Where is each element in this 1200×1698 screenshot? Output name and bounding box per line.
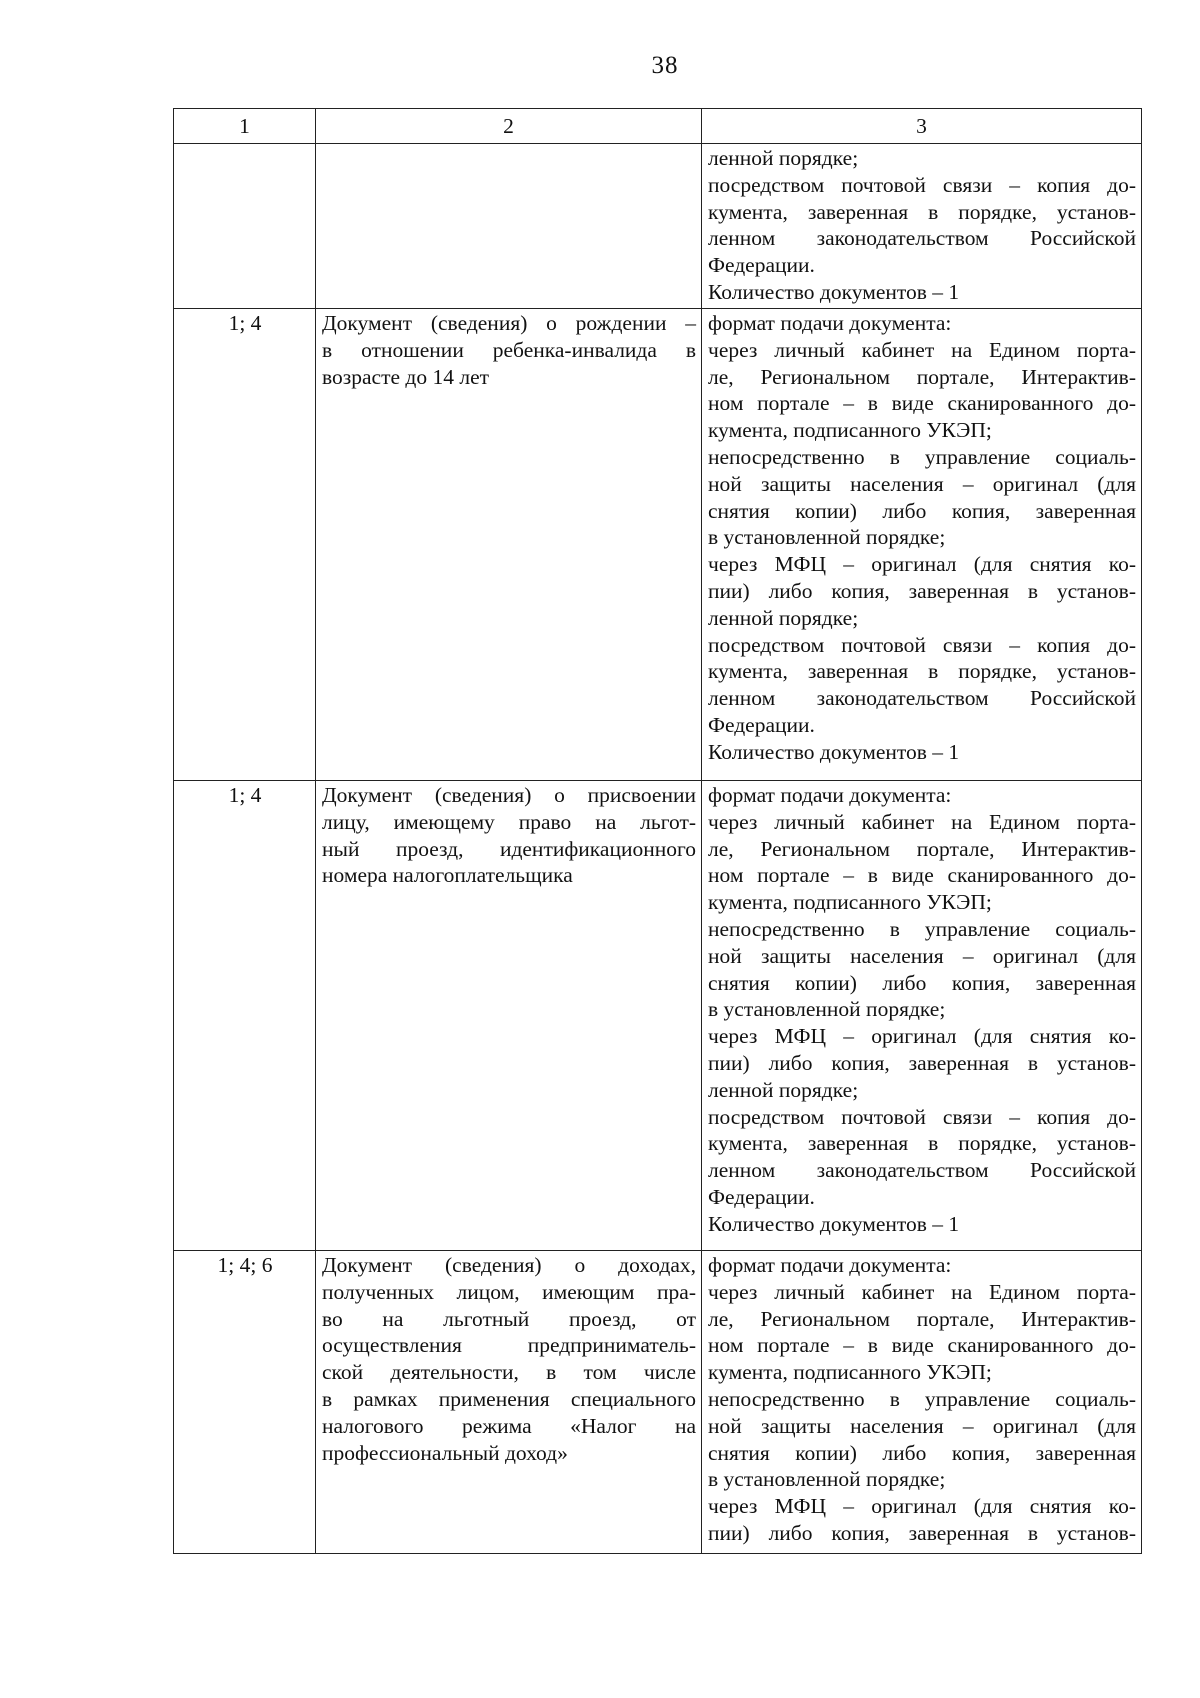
- submission-format-line: Федерации.: [708, 712, 815, 737]
- submission-format-line: формат подачи документа:: [708, 783, 952, 807]
- submission-format-line: ной защиты населения – оригинал (для: [708, 943, 1136, 968]
- document-name-line: во на льготный проезд, от: [322, 1306, 696, 1331]
- submission-format-line: через личный кабинет на Едином порта-: [708, 337, 1136, 362]
- submission-format-line: ленной порядке;: [708, 146, 859, 170]
- document-name-line: полученных лицом, имеющим пра-: [322, 1279, 696, 1304]
- submission-format-line: через МФЦ – оригинал (для снятия ко-: [708, 1024, 1136, 1049]
- submission-format-line: пии) либо копия, заверенная в установ-: [708, 1050, 1136, 1075]
- table-row: [174, 309, 1142, 781]
- cell-reference-number: 1; 4; 6: [174, 1251, 316, 1554]
- submission-format-line: через личный кабинет на Едином порта-: [708, 1279, 1136, 1304]
- submission-format-line: снятия копии) либо копия, заверенная: [708, 970, 1136, 995]
- submission-format-line: кумента, заверенная в порядке, установ-: [708, 659, 1136, 684]
- cell-reference-number: [174, 144, 316, 309]
- submission-format-line: кумента, подписанного УКЭП;: [708, 1360, 992, 1385]
- submission-format-line: снятия копии) либо копия, заверенная: [708, 1440, 1136, 1465]
- document-name-line: профессиональный доход»: [322, 1440, 568, 1465]
- submission-format-line: кумента, заверенная в порядке, установ-: [708, 199, 1136, 224]
- submission-format-line: ном портале – в виде сканированного до-: [708, 1333, 1136, 1358]
- document-name-line: ный проезд, идентификационного: [322, 836, 696, 861]
- document-name-line: номера налогоплательщика: [322, 863, 573, 888]
- column-header: 3: [702, 109, 1142, 144]
- submission-format-line: снятия копии) либо копия, заверенная: [708, 498, 1136, 523]
- cell-reference-number: 1; 4: [174, 781, 316, 1251]
- submission-format-line: ленном законодательством Российской: [708, 1158, 1136, 1183]
- cell-document-name: [316, 1251, 702, 1554]
- column-header: 2: [316, 109, 702, 144]
- document-name-line: в отношении ребенка-инвалида в: [322, 337, 696, 362]
- page-number: 38: [651, 52, 679, 79]
- submission-format-line: пии) либо копия, заверенная в установ-: [708, 578, 1136, 603]
- submission-format-line: ле, Региональном портале, Интерактив-: [708, 1306, 1136, 1331]
- submission-format-line: через МФЦ – оригинал (для снятия ко-: [708, 1494, 1136, 1519]
- submission-format-line: непосредственно в управление социаль-: [708, 916, 1136, 941]
- document-name-line: осуществления предприниматель-: [322, 1333, 696, 1358]
- submission-format-line: ле, Региональном портале, Интерактив-: [708, 364, 1136, 389]
- document-name-line: ской деятельности, в том числе: [322, 1360, 696, 1385]
- table-row: [174, 144, 1142, 309]
- document-name-line: Документ (сведения) о рождении –: [322, 311, 696, 335]
- cell-document-name: [316, 781, 702, 1251]
- submission-format-line: ной защиты населения – оригинал (для: [708, 1413, 1136, 1438]
- submission-format-line: в установленной порядке;: [708, 997, 946, 1022]
- submission-format-line: ленном законодательством Российской: [708, 226, 1136, 251]
- submission-format-line: ленной порядке;: [708, 605, 859, 630]
- submission-format-line: посредством почтовой связи – копия до-: [708, 1104, 1136, 1129]
- submission-format-line: формат подачи документа:: [708, 311, 952, 335]
- submission-format-line: в установленной порядке;: [708, 525, 946, 550]
- cell-document-name: [316, 309, 702, 781]
- submission-format-line: через личный кабинет на Едином порта-: [708, 809, 1136, 834]
- submission-format-line: ленном законодательством Российской: [708, 686, 1136, 711]
- submission-format-line: ной защиты населения – оригинал (для: [708, 471, 1136, 496]
- cell-submission-format: [702, 309, 1142, 781]
- submission-format-line: формат подачи документа:: [708, 1253, 952, 1277]
- submission-format-line: в установленной порядке;: [708, 1467, 946, 1492]
- submission-format-line: непосредственно в управление социаль-: [708, 444, 1136, 469]
- submission-format-line: кумента, заверенная в порядке, установ-: [708, 1131, 1136, 1156]
- document-name-line: налогового режима «Налог на: [322, 1413, 696, 1438]
- submission-format-line: посредством почтовой связи – копия до-: [708, 172, 1136, 197]
- submission-format-line: Количество документов – 1: [708, 739, 960, 764]
- submission-format-line: Федерации.: [708, 253, 815, 278]
- submission-format-line: ленной порядке;: [708, 1077, 859, 1102]
- submission-format-line: ном портале – в виде сканированного до-: [708, 391, 1136, 416]
- column-header: 1: [174, 109, 316, 144]
- table-row: [174, 1251, 1142, 1554]
- table-header-row: [174, 109, 1142, 144]
- submission-format-line: посредством почтовой связи – копия до-: [708, 632, 1136, 657]
- cell-submission-format: [702, 781, 1142, 1251]
- submission-format-line: кумента, подписанного УКЭП;: [708, 890, 992, 915]
- submission-format-line: кумента, подписанного УКЭП;: [708, 418, 992, 443]
- table-row: [174, 781, 1142, 1251]
- document-name-line: Документ (сведения) о присвоении: [322, 783, 696, 807]
- submission-format-line: Федерации.: [708, 1184, 815, 1209]
- document-name-line: Документ (сведения) о доходах,: [322, 1253, 696, 1277]
- submission-format-line: ле, Региональном портале, Интерактив-: [708, 836, 1136, 861]
- cell-submission-format: [702, 144, 1142, 309]
- submission-format-line: через МФЦ – оригинал (для снятия ко-: [708, 552, 1136, 577]
- cell-document-name: [316, 144, 702, 309]
- submission-format-line: пии) либо копия, заверенная в установ-: [708, 1520, 1136, 1545]
- submission-format-line: Количество документов – 1: [708, 279, 960, 304]
- cell-submission-format: [702, 1251, 1142, 1554]
- submission-format-line: Количество документов – 1: [708, 1211, 960, 1236]
- document-name-line: возрасте до 14 лет: [322, 364, 490, 389]
- cell-reference-number: 1; 4: [174, 309, 316, 781]
- submission-format-line: ном портале – в виде сканированного до-: [708, 863, 1136, 888]
- document-name-line: лицу, имеющему право на льгот-: [322, 809, 696, 834]
- submission-format-line: непосредственно в управление социаль-: [708, 1386, 1136, 1411]
- documents-table: [173, 108, 1142, 1554]
- document-name-line: в рамках применения специального: [322, 1386, 696, 1411]
